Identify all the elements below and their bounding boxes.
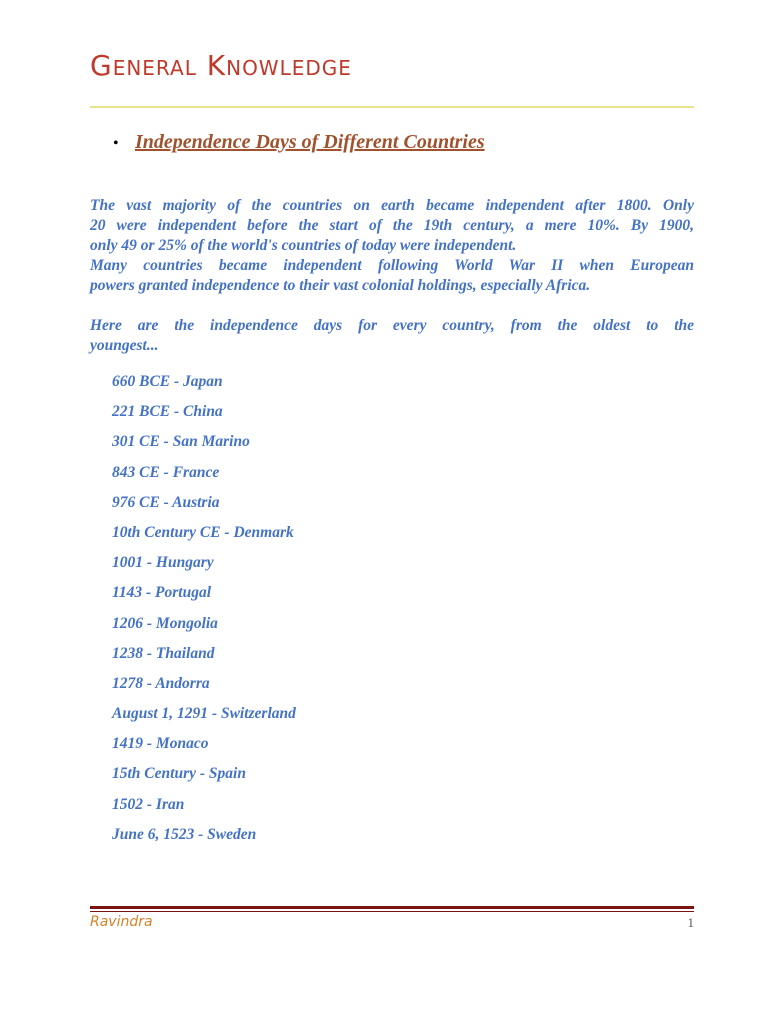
intro-line: 20 were independent before the start of the 19th century, a mere 10%. By 1900, <box>90 217 694 234</box>
intro-paragraph <box>90 196 694 296</box>
list-item: 1238 - Thailand <box>112 644 215 662</box>
list-item: 221 BCE - China <box>112 403 223 421</box>
intro-line: The vast majority of the countries on earth became independent after 1800. Only <box>90 197 694 214</box>
list-item: 1502 - Iran <box>112 795 185 813</box>
list-item: 1143 - Portugal <box>112 584 212 602</box>
page-title: General Knowledge <box>90 49 352 82</box>
bullet-icon: • <box>113 135 119 152</box>
footer-divider <box>90 906 694 909</box>
footer-author: Ravindra <box>90 914 153 930</box>
title-divider <box>90 106 694 108</box>
list-item: 660 BCE - Japan <box>112 373 223 390</box>
list-item: 15th Century - Spain <box>112 765 246 783</box>
footer-divider-thin <box>90 911 694 912</box>
list-item: 1206 - Mongolia <box>112 614 218 632</box>
list-item: 301 CE - San Marino <box>112 433 250 451</box>
page-number: 1 <box>687 915 694 930</box>
list-item: 843 CE - France <box>112 463 220 481</box>
list-item: June 6, 1523 - Sweden <box>112 825 257 843</box>
subtitle-bullet-item <box>113 131 485 154</box>
section-subtitle: Independence Days of Different Countries <box>135 131 485 153</box>
lead-line: youngest... <box>90 337 159 354</box>
list-item: August 1, 1291 - Switzerland <box>112 705 296 723</box>
list-item: 1001 - Hungary <box>112 554 214 572</box>
intro-line: powers granted independence to their vast colonial holdings, especially Africa. <box>90 277 591 294</box>
intro-line: Many countries became independent following World War II when European <box>90 257 694 274</box>
list-item: 1419 - Monaco <box>112 735 209 753</box>
list-item: 1278 - Andorra <box>112 674 210 692</box>
list-item: 976 CE - Austria <box>112 493 220 511</box>
intro-line: only 49 or 25% of the world's countries of today were independent. <box>90 237 517 254</box>
lead-paragraph <box>90 316 694 356</box>
independence-list <box>112 372 296 855</box>
lead-line: Here are the independence days for every country, from the oldest to the <box>90 317 694 334</box>
list-item: 10th Century CE - Denmark <box>112 523 294 541</box>
